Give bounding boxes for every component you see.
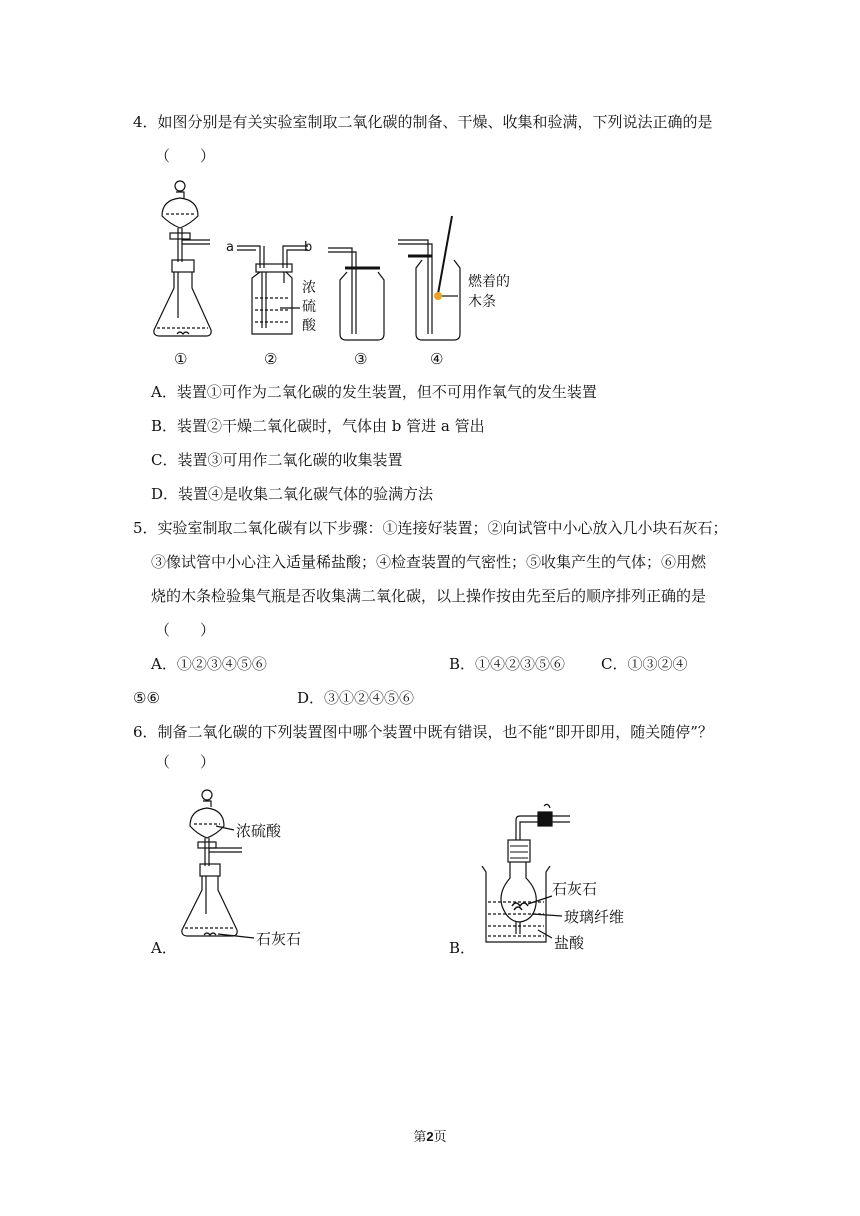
q4-stem: 4．如图分别是有关实验室制取二氧化碳的制备、干燥、收集和验满，下列说法正确的是 (133, 113, 713, 131)
apparatus-number-4: ④ (430, 350, 444, 368)
pipe-a-label: a (226, 240, 234, 255)
q5-answer-blank: （ ） (155, 621, 216, 639)
b-acid-label: 盐酸 (554, 934, 585, 952)
q5-stem-line-3: 烧的木条检验集气瓶是否收集满二氧化碳，以上操作按由先至后的顺序排列正确的是 (151, 587, 707, 605)
page-number: 2 (426, 1129, 434, 1144)
page-footer (0, 1126, 860, 1145)
acid-label-char-3: 酸 (302, 318, 316, 334)
footer-prefix: 第 (413, 1130, 427, 1145)
q5-option-c-continued: ⑤⑥ (133, 689, 160, 707)
q4-answer-blank: （ ） (155, 147, 216, 165)
b-fiber-label: 玻璃纤维 (564, 908, 625, 926)
q4-apparatus-figure (140, 178, 520, 368)
q6-option-b-letter: B． (449, 939, 476, 957)
apparatus-1-flask (154, 181, 211, 336)
apparatus-2-drying-bottle (237, 246, 308, 334)
q4-option-a: A．装置①可作为二氧化碳的发生装置，但不可用作氧气的发生装置 (151, 383, 597, 401)
a-acid-label: 浓硫酸 (236, 822, 282, 840)
apparatus-number-1: ① (174, 350, 188, 368)
q6-figure-a (172, 786, 322, 956)
q5-option-b: B．①④②③⑤⑥ (449, 655, 566, 673)
apparatus-4-verification (398, 216, 460, 340)
a-stone-label: 石灰石 (256, 930, 302, 948)
apparatus-number-3: ③ (354, 350, 368, 368)
q5-option-a: A．①②③④⑤⑥ (151, 655, 267, 673)
q4-option-d: D．装置④是收集二氧化碳气体的验满方法 (151, 485, 434, 503)
q5-option-c: C．①③②④ (601, 655, 688, 673)
q6-figure-b (476, 806, 656, 966)
acid-label-char-2: 硫 (302, 299, 316, 315)
b-stone-label: 石灰石 (552, 880, 598, 898)
pipe-b-label: b (304, 240, 313, 255)
q5-stem-line-2: ③像试管中小心注入适量稀盐酸；④检查装置的气密性；⑤收集产生的气体；⑥用燃 (151, 553, 707, 571)
q6-option-a-letter: A． (151, 939, 177, 957)
q4-option-b: B．装置②干燥二氧化碳时，气体由 b 管进 a 管出 (151, 417, 485, 435)
q6-answer-blank: （ ） (155, 753, 216, 771)
splint-label-line-1: 燃着的 (468, 274, 510, 290)
q5-option-d: D．③①②④⑤⑥ (297, 689, 415, 707)
apparatus-3-gas-jar (328, 248, 384, 340)
splint-label-line-2: 木条 (468, 294, 496, 310)
q5-stem-line-1: 5．实验室制取二氧化碳有以下步骤：①连接好装置；②向试管中小心放入几小块石灰石； (133, 519, 728, 537)
footer-suffix: 页 (433, 1130, 447, 1145)
q4-option-c: C．装置③可用作二氧化碳的收集装置 (151, 451, 403, 469)
q6-stem: 6．制备二氧化碳的下列装置图中哪个装置中既有错误，也不能“即开即用，随关随停”？ (133, 723, 713, 741)
apparatus-number-2: ② (264, 350, 278, 368)
acid-label-char-1: 浓 (302, 280, 316, 296)
